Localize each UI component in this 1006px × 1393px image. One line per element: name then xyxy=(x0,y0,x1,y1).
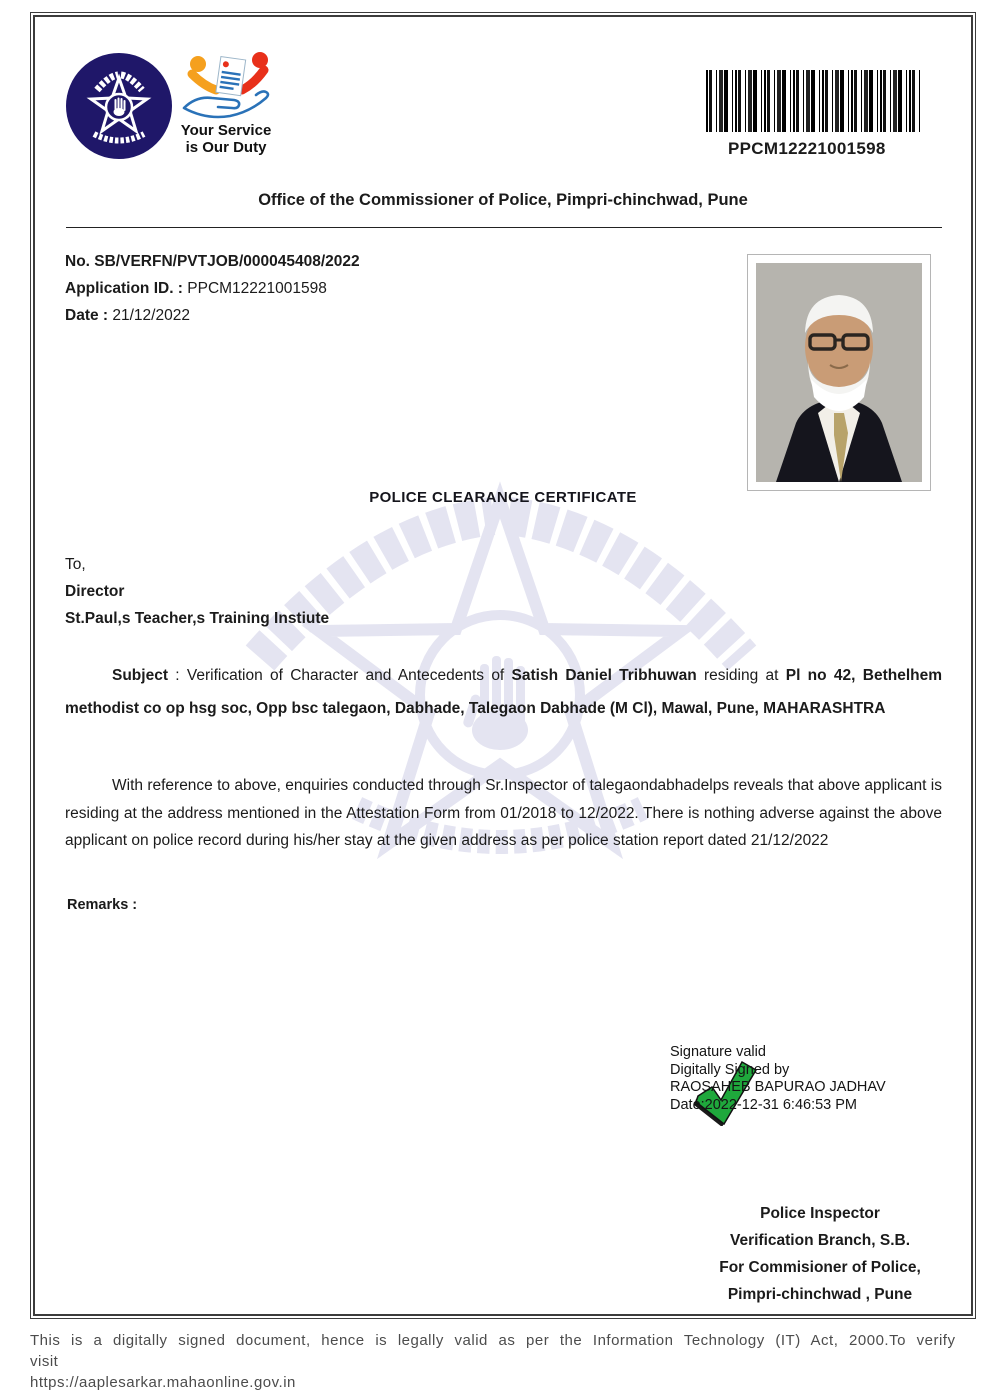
application-id: Application ID. : PPCM12221001598 xyxy=(65,280,327,297)
signatory-for: For Commisioner of Police, xyxy=(719,1259,921,1276)
addressee-organisation: St.Paul,s Teacher,s Training Instiute xyxy=(65,610,330,627)
signatory-title: Police Inspector xyxy=(760,1205,880,1222)
barcode-value: PPCM12221001598 xyxy=(728,139,886,158)
footer-verify-url: https://aaplesarkar.mahaonline.gov.in xyxy=(30,1374,296,1391)
digital-signature-block xyxy=(670,1044,886,1114)
signatory-city: Pimpri-chinchwad , Pune xyxy=(727,1286,913,1303)
subject-label: Subject xyxy=(112,667,168,684)
maharashtra-police-emblem-icon xyxy=(64,50,174,167)
signature-date: Date:2022-12-31 6:46:53 PM xyxy=(670,1096,858,1113)
office-title: Office of the Commissioner of Police, Pimpri-chinchwad, Pune xyxy=(258,191,748,209)
addressee-designation: Director xyxy=(65,583,125,600)
reference-block xyxy=(65,248,360,329)
issue-date: Date : 21/12/2022 xyxy=(65,307,190,324)
digitally-signed-by: Digitally Signed by xyxy=(670,1061,790,1078)
applicant-name: Satish Daniel Tribhuwan xyxy=(511,667,704,684)
body-paragraph: With reference to above, enquiries conducted through Sr.Inspector of talegaondabhadelps reveals that above applicant is residing at the address mentioned in the Attestation Form from 01/2018 to 12/2022. There is nothing adverse against the above applicant on police record during his/her stay at the given address as per police station report dated 21/12/2022 xyxy=(65,777,942,849)
signer-name: RAOSAHEB BAPURAO JADHAV xyxy=(670,1079,886,1095)
applicant-address: Pl no 42, Bethelhem methodist co op hsg soc, Opp bsc talegaon, Dabhade, Talegaon Dabhade (M Cl), Mawal, Pune, MAHARASHTRA xyxy=(65,667,942,717)
salutation: To, xyxy=(65,556,86,573)
addressee-block xyxy=(65,551,329,632)
reference-number: No. SB/VERFN/PVTJOB/000045408/2022 xyxy=(65,253,360,270)
remarks-label: Remarks : xyxy=(67,897,138,913)
applicant-photo xyxy=(747,254,931,491)
signatory-block xyxy=(700,1200,940,1308)
footer-legal-text: This is a digitally signed document, hence is legally valid as per the Information Technology (IT) Act, 2000.To verify visit xyxy=(30,1332,956,1370)
service-logo-icon xyxy=(178,52,278,127)
subject-paragraph: Subject : Verification of Character and Antecedents of Satish Daniel Tribhuwan residing at Pl no 42, Bethelhem methodist co op hsg soc, Opp bsc talegaon, Dabhade, Talegaon Dabhade (M Cl), Mawal, Pune, MAHARASHTRA xyxy=(65,667,942,717)
signature-valid-text: Signature valid xyxy=(670,1044,766,1060)
header-divider xyxy=(66,227,942,228)
service-logo-caption: Your Service is Our Duty xyxy=(180,122,272,156)
certificate-title: POLICE CLEARANCE CERTIFICATE xyxy=(369,489,637,506)
signatory-branch: Verification Branch, S.B. xyxy=(729,1232,911,1249)
barcode xyxy=(706,70,921,132)
